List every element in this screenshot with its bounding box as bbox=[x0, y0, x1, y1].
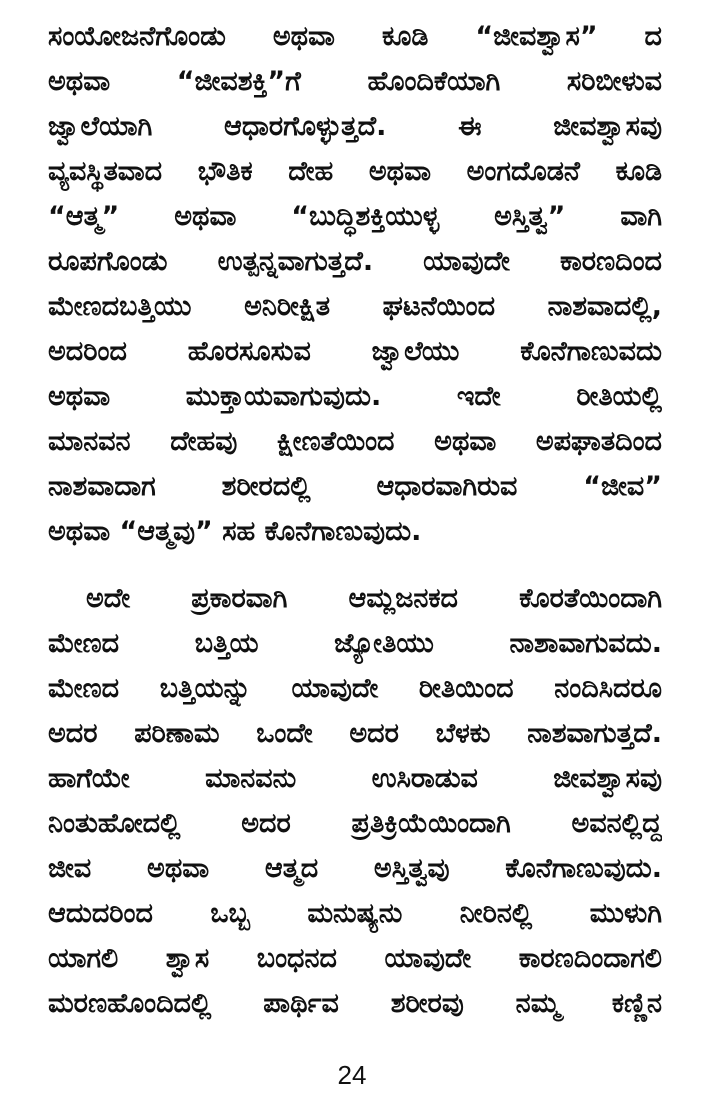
text-line: ಮೇಣದ ಬತ್ತಿಯನ್ನು ಯಾವುದೇ ರೀತಿಯಿಂದ ನಂದಿಸಿದರೂ bbox=[48, 673, 662, 704]
text-line: ರೂಪಗೊಂಡು ಉತ್ಪನ್ನವಾಗುತ್ತದೆ. ಯಾವುದೇ ಕಾರಣದಿಂದ bbox=[48, 246, 662, 277]
text-line: ಜೀವ ಅಥವಾ ಆತ್ಮದ ಅಸ್ತಿತ್ವವು ಕೊನೆಗಾಣುವುದು. bbox=[48, 853, 662, 884]
text-line: ಅದರ ಪರಿಣಾಮ ಒಂದೇ ಅದರ ಬೆಳಕು ನಾಶವಾಗುತ್ತದೆ. bbox=[48, 718, 662, 749]
text-line: ಅದರಿಂದ ಹೊರಸೂಸುವ ಜ್ವಾಲೆಯು ಕೊನೆಗಾಣುವದು bbox=[48, 336, 662, 367]
text-line: ಮಾನವನ ದೇಹವು ಕ್ಷೀಣತೆಯಿಂದ ಅಥವಾ ಅಪಘಾತದಿಂದ bbox=[48, 426, 662, 457]
text-line: ಅಥವಾ ಮುಕ್ತಾಯವಾಗುವುದು. ಇದೇ ರೀತಿಯಲ್ಲಿ bbox=[48, 381, 662, 412]
text-line: ಯಾಗಲಿ ಶ್ವಾಸ ಬಂಧನದ ಯಾವುದೇ ಕಾರಣದಿಂದಾಗಲಿ bbox=[48, 943, 662, 974]
page-number: 24 bbox=[337, 1060, 367, 1090]
text-line: ಅದೇ ಪ್ರಕಾರವಾಗಿ ಆಮ್ಲಜನಕದ ಕೊರತೆಯಿಂದಾಗಿ bbox=[86, 583, 662, 614]
paragraph-2 bbox=[48, 576, 662, 1026]
text-line: ಅಥವಾ “ಜೀವಶಕ್ತಿ”ಗೆ ಹೊಂದಿಕೆಯಾಗಿ ಸರಿಬೀಳುವ bbox=[48, 66, 662, 97]
text-line: ಮೇಣದಬತ್ತಿಯು ಅನಿರೀಕ್ಷಿತ ಘಟನೆಯಿಂದ ನಾಶವಾದಲ್ಲಿ, bbox=[48, 291, 662, 322]
text-line: ಸಂಯೋಜನೆಗೊಂಡು ಅಥವಾ ಕೂಡಿ “ಜೀವಶ್ವಾಸ” ದ bbox=[48, 21, 662, 52]
text-line: ನಾಶವಾದಾಗ ಶರೀರದಲ್ಲಿ ಆಧಾರವಾಗಿರುವ “ಜೀವ” bbox=[48, 471, 662, 502]
paragraph-1 bbox=[48, 14, 662, 554]
text-line: “ಆತ್ಮ” ಅಥವಾ “ಬುದ್ಧಿಶಕ್ತಿಯುಳ್ಳ ಅಸ್ತಿತ್ವ” ವಾಗಿ bbox=[48, 201, 662, 232]
text-line: ಅಥವಾ “ಆತ್ಮವು” ಸಹ ಕೊನೆಗಾಣುವುದು. bbox=[48, 516, 422, 547]
text-line: ನಿಂತುಹೋದಲ್ಲಿ ಅದರ ಪ್ರತಿಕ್ರಿಯೆಯಿಂದಾಗಿ ಅವನಲ್ಲಿದ್ದ bbox=[48, 808, 662, 839]
text-line: ಆದುದರಿಂದ ಒಬ್ಬ ಮನುಷ್ಯನು ನೀರಿನಲ್ಲಿ ಮುಳುಗಿ bbox=[48, 898, 662, 929]
text-line: ವ್ಯವಸ್ಥಿತವಾದ ಭೌತಿಕ ದೇಹ ಅಥವಾ ಅಂಗದೊಡನೆ ಕೂಡಿ bbox=[48, 156, 662, 187]
text-line: ಮರಣಹೊಂದಿದಲ್ಲಿ ಪಾರ್ಥಿವ ಶರೀರವು ನಮ್ಮ ಕಣ್ಣಿನ bbox=[48, 988, 662, 1019]
text-line: ಜ್ವಾಲೆಯಾಗಿ ಆಧಾರಗೊಳ್ಳುತ್ತದೆ. ಈ ಜೀವಶ್ವಾಸವು bbox=[48, 111, 662, 142]
page-body bbox=[48, 14, 662, 1026]
text-line: ಹಾಗೆಯೇ ಮಾನವನು ಉಸಿರಾಡುವ ಜೀವಶ್ವಾಸವು bbox=[48, 763, 662, 794]
text-line: ಮೇಣದ ಬತ್ತಿಯ ಜ್ಯೋತಿಯು ನಾಶಾವಾಗುವದು. bbox=[48, 628, 662, 659]
paragraph-spacer bbox=[48, 554, 662, 576]
